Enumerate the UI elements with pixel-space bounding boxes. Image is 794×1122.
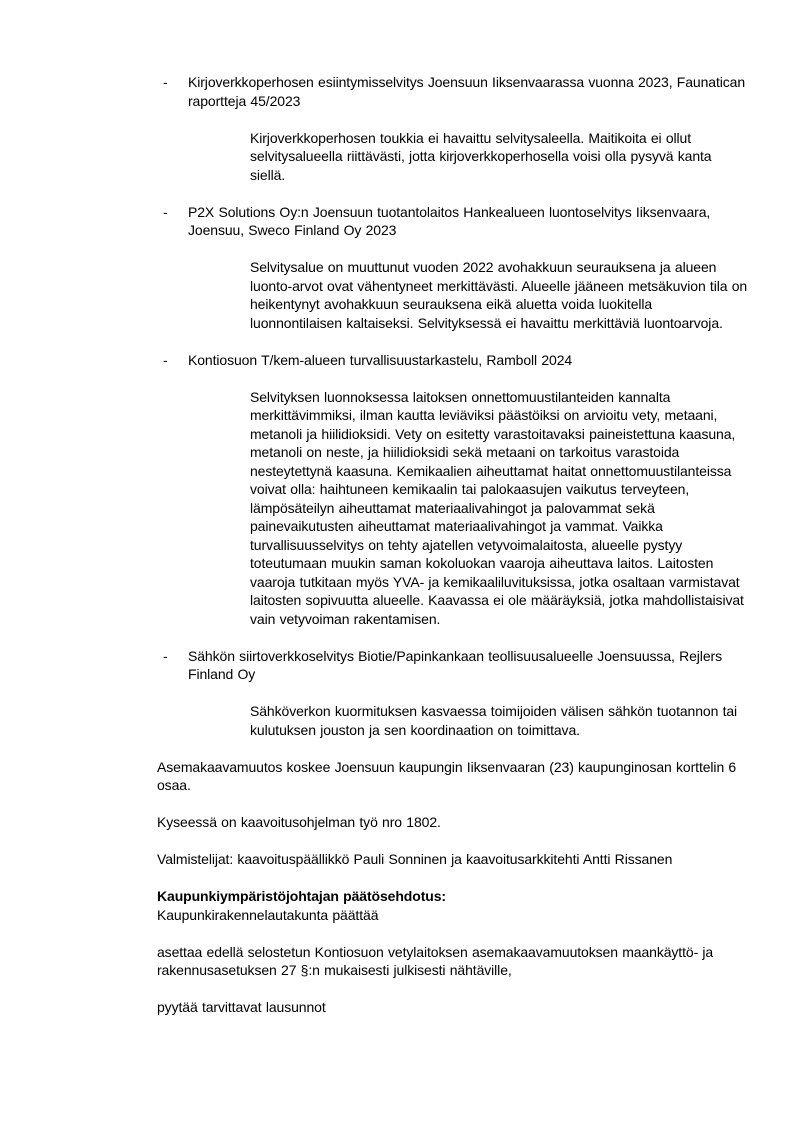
bullet-marker: - xyxy=(163,74,168,90)
report-title: Kontiosuon T/kem-alueen turvallisuustarkastelu, Ramboll 2024 xyxy=(188,351,573,368)
report-item-head xyxy=(157,351,748,370)
decision-intro: Kaupunkirakennelautakunta päättää xyxy=(157,906,379,923)
report-title: Sähkön siirtoverkkoselvitys Biotie/Papinkankaan teollisuusalueelle Joensuussa, Rejlers Finland Oy xyxy=(188,647,722,682)
body-paragraph: Asemakaavamuutos koskee Joensuun kaupungin Iiksenvaaran (23) kaupunginosan korttelin 6 osaa. xyxy=(157,758,737,793)
bullet-marker: - xyxy=(163,647,168,664)
report-summary: Selvitysalue on muuttunut vuoden 2022 avohakkuun seurauksena ja alueen luonto-arvot ovat vähentyneet merkittävästi. Alueelle jääneen metsäkuvion tila on heikentynyt avohakkuun seurauksena eikä aluetta voida luokitella luonnontilaisen kaltaiseksi. Selvityksessä ei havaittu merkittäviä luontoarvoja. xyxy=(250,259,748,331)
bullet-marker: - xyxy=(163,351,168,368)
report-list-item xyxy=(157,647,748,740)
report-list-item xyxy=(157,203,748,333)
report-summary: Sähköverkon kuormituksen kasvaessa toimijoiden välisen sähkön tuotannon tai kulutuksen jouston ja sen koordinaation on toimittava. xyxy=(250,703,738,738)
decision-point: pyytää tarvittavat lausunnot xyxy=(157,999,326,1015)
report-title: P2X Solutions Oy:n Joensuun tuotantolaitos Hankealueen luontoselvitys Iiksenvaara, Joensuu, Sweco Finland Oy 2023 xyxy=(188,203,711,238)
bullet-marker: - xyxy=(163,203,168,220)
report-item-head xyxy=(157,203,748,240)
report-item-head xyxy=(157,73,748,110)
body-paragraph: Kyseessä on kaavoitusohjelman työ nro 1802. xyxy=(157,814,441,830)
report-summary: Kirjoverkkoperhosen toukkia ei havaittu selvitysaleella. Maitikoita ei ollut selvitysalueella riittävästi, jotta kirjoverkkoperhosella voisi olla pysyvä kanta siellä. xyxy=(250,129,712,183)
document-content xyxy=(157,73,748,1035)
decision-heading: Kaupunkiympäristöjohtajan päätösehdotus: xyxy=(157,888,446,904)
body-paragraph: Valmistelijat: kaavoituspäällikkö Pauli Sonninen ja kaavoitusarkkitehti Antti Rissanen xyxy=(157,851,673,867)
report-summary: Selvityksen luonnoksessa laitoksen onnettomuustilanteiden kannalta merkittävimmiksi, ilman kautta leviäviksi päästöiksi on arvioitu vety, metaani, metanoli ja hiilidioksidi. Vety on esitetty varastoitavaksi paineistettuna kaasuna, metanoli on neste, ja hiilidioksidi sekä metaani on tarkoitus varastoida nesteytettynä kaasuna. Kemikaalien aiheuttamat haitat onnettomuustilanteissa voivat olla: haihtuneen kemikaalin tai palokaasujen vaikutus terveyteen, lämpösäteilyn aiheuttamat materiaalivahingot ja palovammat sekä painevaikutusten aiheuttamat materiaalivahingot ja vammat. Vaikka turvallisuusselvitys on tehty ajatellen vetyvoimalaitosta, alueelle pystyy toteutumaan muukin saman kokoluokan vaaroja aiheuttava laitos. Laitosten vaaroja tutkitaan myös YVA- ja kemikaaliluvituksissa, jotka osaltaan varmistavat laitosten sopivuutta alueelle. Kaavassa ei ole määräyksiä, jotka mahdollistaisivat vain vetyvoiman rakentamisen. xyxy=(250,388,744,627)
report-item-head xyxy=(157,647,748,684)
decision-point: asettaa edellä selostetun Kontiosuon vetylaitoksen asemakaavamuutoksen maankäyttö- ja rakennusasetuksen 27 §:n mukaisesti julkisesti nähtäville, xyxy=(157,943,714,978)
decision-block xyxy=(157,887,748,924)
report-list-item xyxy=(157,351,748,629)
report-list-item xyxy=(157,73,748,184)
report-title: Kirjoverkkoperhosen esiintymisselvitys Joensuun Iiksenvaarassa vuonna 2023, Faunatican raportteja 45/2023 xyxy=(188,74,746,109)
